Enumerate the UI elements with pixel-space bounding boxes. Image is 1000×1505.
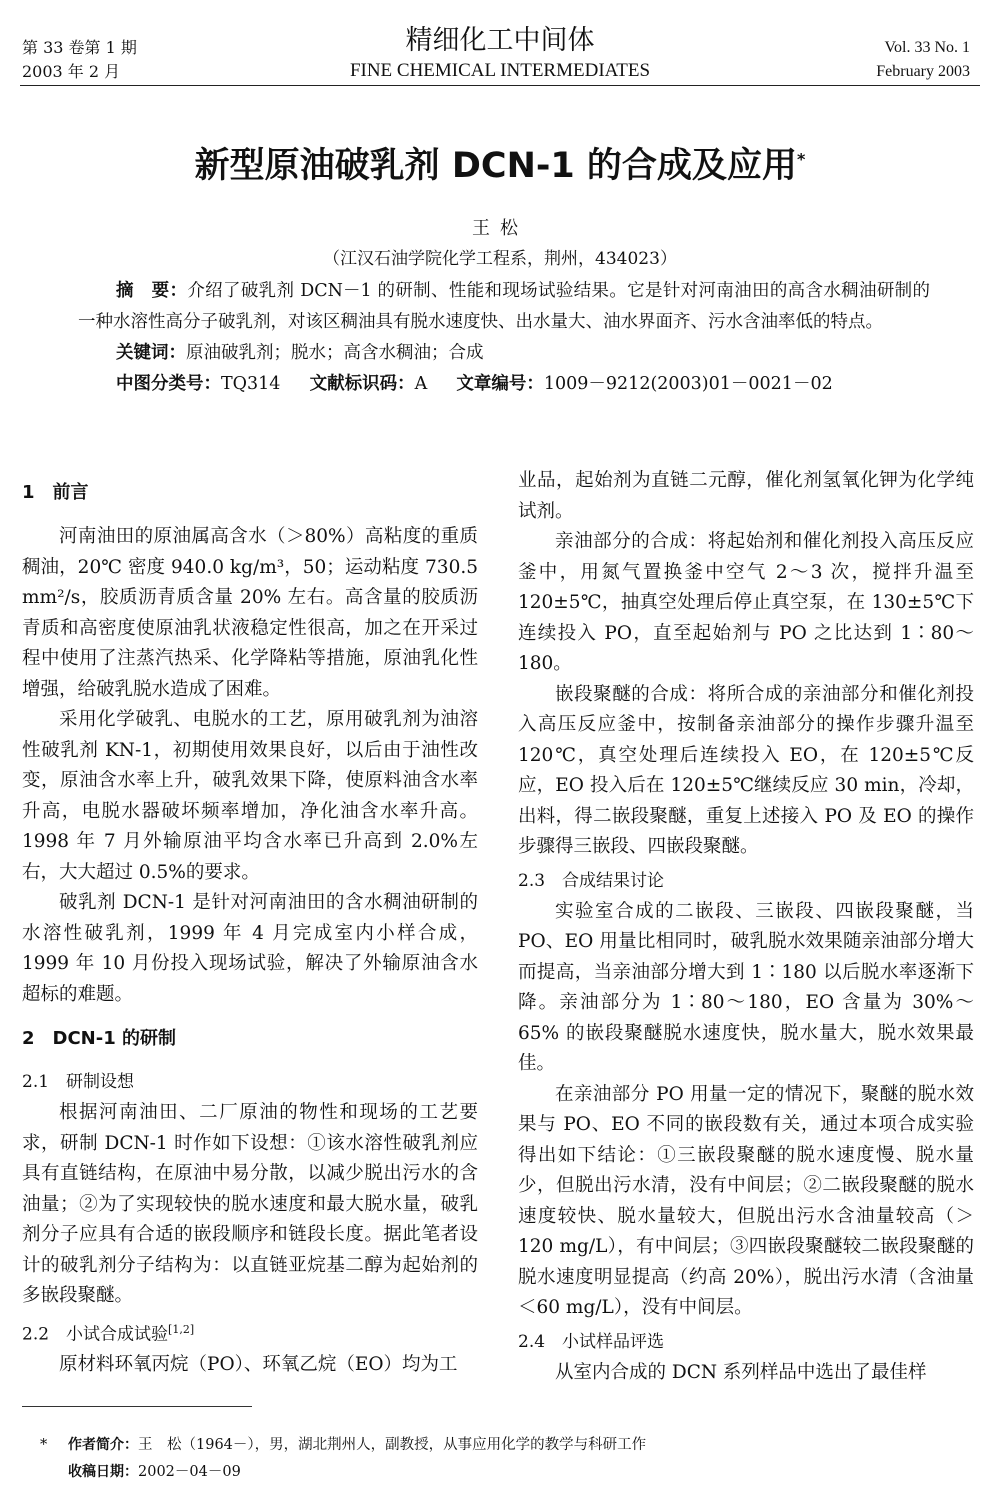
date-cn: 2003 年 2 月 — [22, 62, 121, 81]
journal-name-en: FINE CHEMICAL INTERMEDIATES — [349, 60, 651, 81]
article-no-value: 1009－9212(2003)01－0021－02 — [543, 374, 833, 394]
clc-label: 中图分类号： — [116, 374, 221, 394]
paragraph: 亲油部分的合成：将起始剂和催化剂投入高压反应釜中，用氮气置换釜中空气 2～3 次，搅拌升温至 120±5℃，抽真空处理后停止真空泵，在 130±5℃下连续投入 PO，直至起始剂与 PO 之比达到 1∶80～180。 — [518, 531, 974, 674]
author-affiliation: （江汉石油学院化学工程系，荆州，434023） — [323, 249, 677, 269]
abstract-text: 介绍了破乳剂 DCN－1 的研制、性能和现场试验结果。它是针对河南油田的高含水稠油研制的一种水溶性高分子破乳剂，对该区稠油具有脱水速度快、出水量大、油水界面齐、污水含油率低的特点。 — [78, 281, 931, 332]
abstract-block — [78, 276, 930, 400]
paragraph: 破乳剂 DCN-1 是针对河南油田的含水稠油研制的水溶性破乳剂，1999 年 4 月完成室内小样合成，1999 年 10 月份投入现场试验，解决了外输原油含水超标的难题。 — [22, 892, 478, 1005]
author-intro-text: 王 松（1964－），男，湖北荆州人，副教授，从事应用化学的教学与科研工作 — [138, 1437, 647, 1453]
journal-name — [300, 24, 700, 84]
footnote — [40, 1432, 646, 1486]
subsection-heading-2-2 — [22, 1316, 478, 1349]
paragraph: 原材料环氧丙烷（PO）、环氧乙烷（EO）均为工 — [59, 1354, 458, 1376]
paragraph: 从室内合成的 DCN 系列样品中选出了最佳样 — [555, 1361, 927, 1383]
footnote-mark: * — [40, 1437, 48, 1453]
paragraph: 河南油田的原油属高含水（＞80%）高粘度的重质稠油，20℃ 密度 940.0 kg/m³，50；运动粘度 730.5 mm²/s，胶质沥青质含量 20% 左右。高含量的胶质沥青质和高密度使原油乳状液稳定性很高，加之在开采过程中使用了注蒸汽热采、化学降粘等措施，原油乳化性增强，给破乳脱水造成了困难。 — [22, 526, 478, 700]
keywords — [78, 338, 930, 369]
doc-code-value: A — [414, 374, 428, 394]
clc-value: TQ314 — [221, 374, 281, 394]
title-footnote-mark: * — [796, 149, 806, 169]
paragraph: 实验室合成的二嵌段、三嵌段、四嵌段聚醚，当 PO、EO 用量比相同时，破乳脱水效果随亲油部分增大而提高，当亲油部分增大到 1∶180 以后脱水率逐渐下降。亲油部分为 1∶80～180，EO 含量为 30%～65% 的嵌段聚醚脱水速度快，脱水量大，脱水效果最佳。 — [518, 900, 974, 1074]
citation-ref: [1,2] — [168, 1322, 195, 1336]
author-name: 王松 — [472, 218, 528, 239]
article-no-label: 文章编号： — [456, 374, 544, 394]
volume-en: Vol. 33 No. 1 — [884, 39, 970, 56]
section-heading-1: 1 前言 — [22, 482, 89, 503]
subsection-heading-2-3: 2.3 合成结果讨论 — [518, 870, 665, 891]
article-title — [0, 138, 1000, 188]
right-column — [518, 466, 974, 1388]
keywords-text: 原油破乳剂；脱水；高含水稠油；合成 — [186, 343, 484, 363]
section-heading-2: 2 DCN-1 的研制 — [22, 1028, 177, 1049]
received-date: 2002－04－09 — [138, 1464, 241, 1480]
journal-name-cn: 精细化工中间体 — [405, 25, 595, 56]
footnote-author-line — [40, 1432, 646, 1459]
abstract-label: 摘 要： — [116, 281, 188, 301]
keywords-label: 关键词： — [116, 343, 186, 363]
running-header-left — [22, 36, 137, 84]
header-rule — [20, 85, 980, 86]
paragraph: 根据河南油田、二厂原油的物性和现场的工艺要求，研制 DCN-1 时作如下设想：①该水溶性破乳剂应具有直链结构，在原油中易分散，以减少脱出污水的含油量；②为了实现较快的脱水速度和最大脱水量，破乳剂分子应具有合适的嵌段顺序和链段长度。据此笔者设计的破乳剂分子结构为：以直链亚烷基二醇为起始剂的多嵌段聚醚。 — [22, 1102, 478, 1306]
classification-line — [78, 369, 930, 400]
doc-code-label: 文献标识码： — [309, 374, 415, 394]
paragraph: 嵌段聚醚的合成：将所合成的亲油部分和催化剂投入高压反应釜中，按制备亲油部分的操作步骤升温至 120℃，真空处理后连续投入 EO，在 120±5℃反应，EO 投入后在 120±5℃继续反应 30 min，冷却，出料，得二嵌段聚醚，重复上述接入 PO 及 EO 的操作步骤得三嵌段、四嵌段聚醚。 — [518, 683, 974, 857]
author-intro-label: 作者简介： — [68, 1437, 138, 1453]
paragraph: 在亲油部分 PO 用量一定的情况下，聚醚的脱水效果与 PO、EO 不同的嵌段数有关，通过本项合成实验得出如下结论：①三嵌段聚醚的脱水速度慢、脱水量少，但脱出污水清，没有中间层；②二嵌段聚醚的脱水速度较快、脱水量较大，但脱出污水含油量较高（＞120 mg/L），有中间层；③四嵌段聚醚较二嵌段聚醚的脱水速度明显提高（约高 20%），脱出污水清（含油量＜60 mg/L），没有中间层。 — [518, 1083, 974, 1318]
title-text: 新型原油破乳剂 DCN-1 的合成及应用 — [194, 146, 797, 186]
volume-cn: 第 33 卷第 1 期 — [22, 38, 137, 57]
footnote-rule — [22, 1406, 252, 1407]
subsection-heading-2-1: 2.1 研制设想 — [22, 1072, 135, 1092]
footnote-received-line — [40, 1459, 646, 1486]
running-header-right — [876, 36, 970, 84]
subsection-heading-2-4: 2.4 小试样品评选 — [518, 1331, 665, 1352]
subsection-heading-text: 2.2 小试合成试验 — [22, 1324, 169, 1345]
left-column — [22, 466, 478, 1381]
received-label: 收稿日期： — [68, 1464, 138, 1480]
abstract — [78, 276, 930, 338]
paragraph: 采用化学破乳、电脱水的工艺，原用破乳剂为油溶性破乳剂 KN-1，初期使用效果良好，以后由于油性改变，原油含水率上升，破乳效果下降，使原料油含水率升高，电脱水器破坏频率增加，净化油含水率升高。1998 年 7 月外输原油平均含水率已升高到 2.0%左右，大大超过 0.5%的要求。 — [22, 709, 478, 883]
date-en: February 2003 — [876, 63, 970, 80]
paragraph: 业品，起始剂为直链二元醇，催化剂氢氧化钾为化学纯试剂。 — [518, 470, 974, 522]
